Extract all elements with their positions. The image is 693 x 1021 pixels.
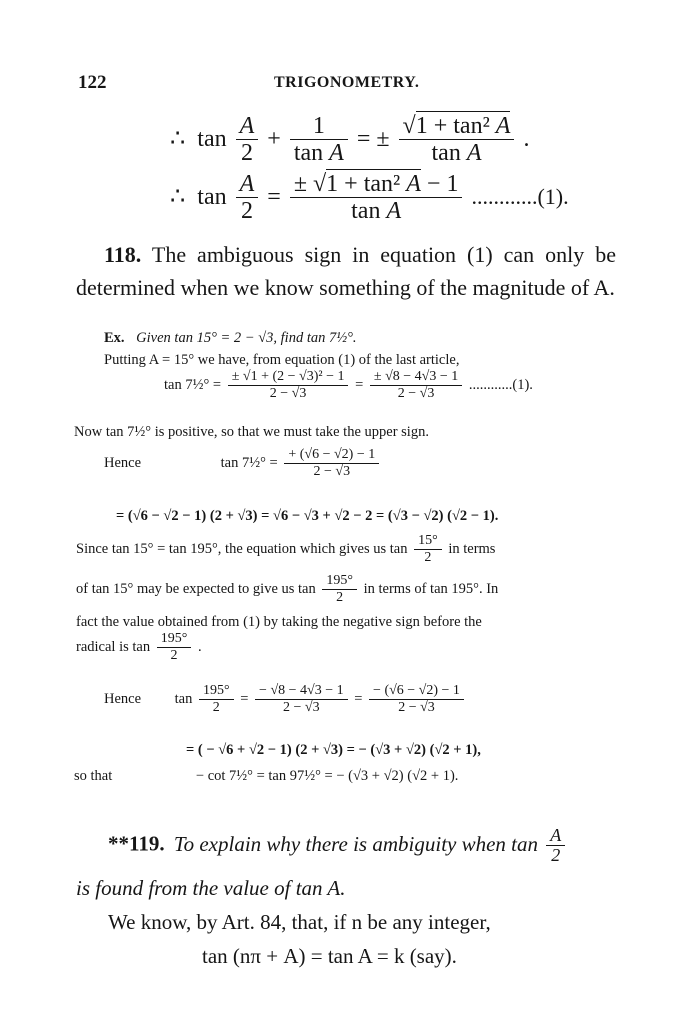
therefore-symbol: ∴	[170, 183, 186, 210]
example-line-6: Since tan 15° = tan 195°, the equation which gives us tan $\frac{15^\circ}{2}$ in terms	[76, 533, 496, 565]
article-119-text: We know, by Art. 84, that, if n be any integer,	[108, 910, 491, 934]
article-119-equation: tan (nπ + A) = tan A = k (say).	[202, 944, 457, 968]
article-number: **119.	[108, 831, 165, 856]
page-number: 122	[78, 72, 107, 93]
article-number: 118.	[104, 242, 142, 267]
example-line-10: Hence tan $\frac{195^\circ}{2}$ = $\frac{- √8 - 4√3 - 1}{2 - √3}$ = $\frac{- (√6 - √2) - 1}{2 - √3}$	[104, 684, 467, 715]
example-line-12: so that − cot 7½° = tan 97½° = − (√3 + √2) (√2 + 1).	[74, 768, 459, 784]
example-line-8: fact the value obtained from (1) by taking the negative sign before the	[76, 614, 482, 630]
equation-2: ∴ tan $\frac{A}{2}$ = $\frac{\text{± √1 + tan² A − 1}}{\text{tan A}}$ ............(1).	[170, 171, 569, 225]
example-line-1: Putting A = 15° we have, from equation (1) of the last article,	[104, 352, 460, 368]
example-line-5: = (√6 − √2 − 1) (2 + √3) = √6 − √3 + √2 − 2 = (√3 − √2) (√2 − 1).	[116, 508, 499, 524]
article-119-heading-cont: is found from the value of tan A.	[76, 876, 346, 900]
example-line-7: of tan 15° may be expected to give us tan $\frac{195^\circ}{2}$ in terms of tan 195°. In	[76, 573, 499, 605]
example-line-9: radical is tan $\frac{195^\circ}{2}$ .	[76, 631, 202, 663]
example-line-11: = ( − √6 + √2 − 1) (2 + √3) = − (√3 + √2) (√2 + 1),	[186, 742, 481, 758]
example-line-2: tan 7½° = $\frac{\text{± √1 + (2 − √3)² − 1}}{2 - √3}$ = $\frac{\pm √8 - 4√3 - 1}{2 - √3}$ ............(1).	[164, 369, 533, 401]
example-line-3: Now tan 7½° is positive, so that we must take the upper sign.	[74, 424, 429, 440]
example-statement: Ex. Given tan 15° = 2 − √3, find tan 7½°.	[104, 330, 357, 346]
article-text: The ambiguous sign in equation (1) can only be determined when we know something of the magnitude of A.	[76, 242, 616, 300]
running-title: TRIGONOMETRY.	[274, 74, 420, 91]
article-118	[76, 238, 616, 304]
example-label: Ex.	[104, 330, 125, 346]
equation-label: ............(1).	[471, 183, 569, 209]
article-119-heading: **119. To explain why there is ambiguity when tan $\frac{A}{2}$	[108, 826, 568, 866]
example-line-4: Hence tan 7½° = $\frac{+ (√6 - √2) - 1}{2 - √3}$	[104, 448, 382, 479]
equation-1: ∴ tan $\frac{A}{2}$ + $\frac{1}{\text{tan A}}$ = ± $\frac{\text{√1 + tan² A}}{\text{tan A}}$ .	[170, 113, 530, 167]
therefore-symbol: ∴	[170, 125, 186, 152]
